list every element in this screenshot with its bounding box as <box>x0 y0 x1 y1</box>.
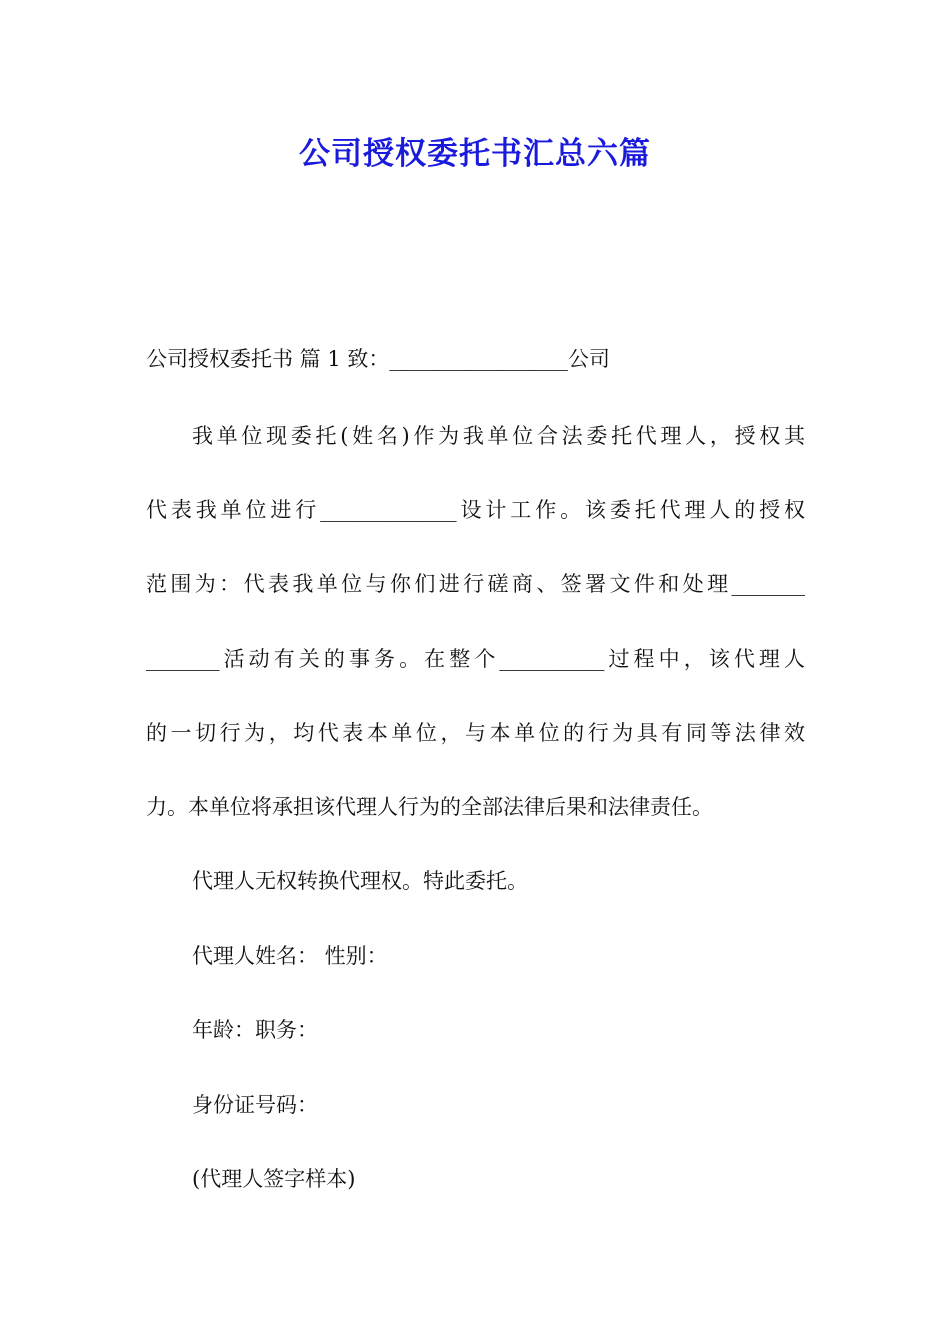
body-line-1: 我单位现委托(姓名)作为我单位合法委托代理人，授权其 <box>192 424 805 448</box>
body-line-2: 代表我单位进行_____________设计工作。该委托代理人的授权 <box>146 498 805 522</box>
no-transfer-line: 代理人无权转换代理权。特此委托。 <box>192 869 528 893</box>
document-title: 公司授权委托书汇总六篇 <box>299 136 651 172</box>
body-line-5: 的一切行为，均代表本单位，与本单位的行为具有同等法律效 <box>146 721 805 745</box>
body-line-3: 范围为：代表我单位与你们进行磋商、签署文件和处理_______ <box>146 572 805 596</box>
signature-sample-line: (代理人签字样本) <box>192 1167 356 1191</box>
body-line-6: 力。本单位将承担该代理人行为的全部法律后果和法律责任。 <box>146 795 713 819</box>
agent-name-gender-line: 代理人姓名： 性别： <box>192 944 388 968</box>
age-position-line: 年龄：职务： <box>192 1018 318 1042</box>
id-number-line: 身份证号码： <box>192 1093 318 1117</box>
salutation-line: 公司授权委托书 篇 1 致：_________________公司 <box>146 347 610 371</box>
body-line-4: _______活动有关的事务。在整个__________过程中，该代理人 <box>146 647 805 671</box>
